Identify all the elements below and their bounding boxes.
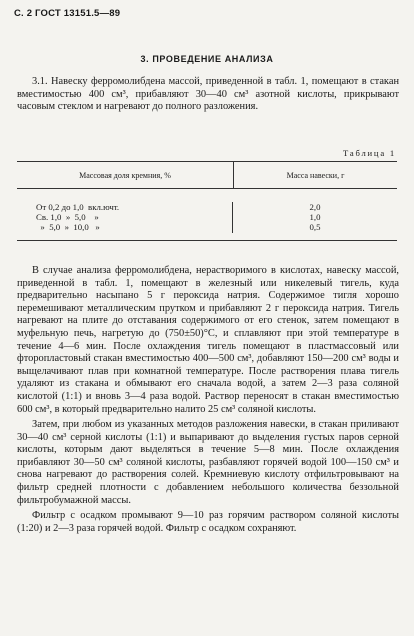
- paragraph-3-1: 3.1. Навеску ферромолибдена массой, приведенной в табл. 1, помещают в стакан вместимостью 400 см³, прибавляют 30—40 см³ азотной кислоты, прикрывают часовым стеклом и нагревают до полного разложения.: [17, 76, 399, 113]
- table-caption: Таблица 1: [343, 148, 396, 158]
- table-1: [17, 161, 397, 241]
- page-header: С. 2 ГОСТ 13151.5—89: [14, 8, 121, 19]
- table-col-silicon: [17, 202, 233, 233]
- table-header-row: [17, 162, 397, 189]
- table-header-silicon: Массовая доля кремния, %: [17, 162, 234, 188]
- table-col-mass: [233, 202, 397, 233]
- table-body: [17, 189, 397, 240]
- table-cell-mass: 1,0: [309, 212, 321, 223]
- section-title: 3. ПРОВЕДЕНИЕ АНАЛИЗА: [140, 54, 274, 64]
- table-header-mass: Масса навески, г: [286, 170, 345, 180]
- paragraph-evaporation: Затем, при любом из указанных методов разложения навески, в стакан приливают 30—40 см³ серной кислоты (1:1) и выпаривают до выделения густых паров серной кислоты, которым дают выделяться в течение 5—8 мин. После охлаждения прибавляют 30—50 см³ соляной кислоты, разбавляют горячей водой 100—150 см³ и снова нагревают до растворения солей. Кремниевую кислоту отфильтровывают на фильтр средней плотности с добавлением небольшого количества беззольной фильтробумажной массы.: [17, 419, 399, 506]
- table-cell-range: » 5,0 » 10,0 »: [36, 222, 100, 233]
- paragraph-fusion: В случае анализа ферромолибдена, нерастворимого в кислотах, навеску массой, приведенной в табл. 1, помещают в железный или никелевый тигель, куда предварительно насыпано 5 г пероксида натрия. Содержимое тигля хорошо перемешивают металлическим прутком и прибавляют 2 г пероксида натрия. Тигель нагревают на плите до отставания содержимого от его стенок, затем помещают в муфельную печь, нагретую до (750±50)°С, и сплавляют при этой температуре в течение 4—6 мин. После охлаждения тигель помещают в пластмассовый или фторопластовый стакан вместимостью 400—500 см³, добавляют 150—200 см³ воды и выщелачивают плав при комнатной температуре. После растворения плава тигель удаляют из стакана и обмывают его сначала водой, а затем 2—3 раза соляной кислотой (1:1) и вновь 3—4 раза водой. Раствор переносят в стакан вместимостью 600 см³, в который предварительно налито 25 см³ соляной кислоты.: [17, 265, 399, 415]
- table-cell-range: Св. 1,0 » 5,0 »: [36, 212, 99, 223]
- table-cell-mass: 2,0: [309, 202, 321, 212]
- paragraph-filter: Фильтр с осадком промывают 9—10 раз горячим раствором соляной кислоты (1:20) и 2—3 раза горячей водой. Фильтр с осадком сохраняют.: [17, 510, 399, 534]
- table-cell-range: От 0,2 до 1,0 вкл.ючт.: [36, 202, 120, 212]
- table-cell-mass: 0,5: [309, 222, 321, 233]
